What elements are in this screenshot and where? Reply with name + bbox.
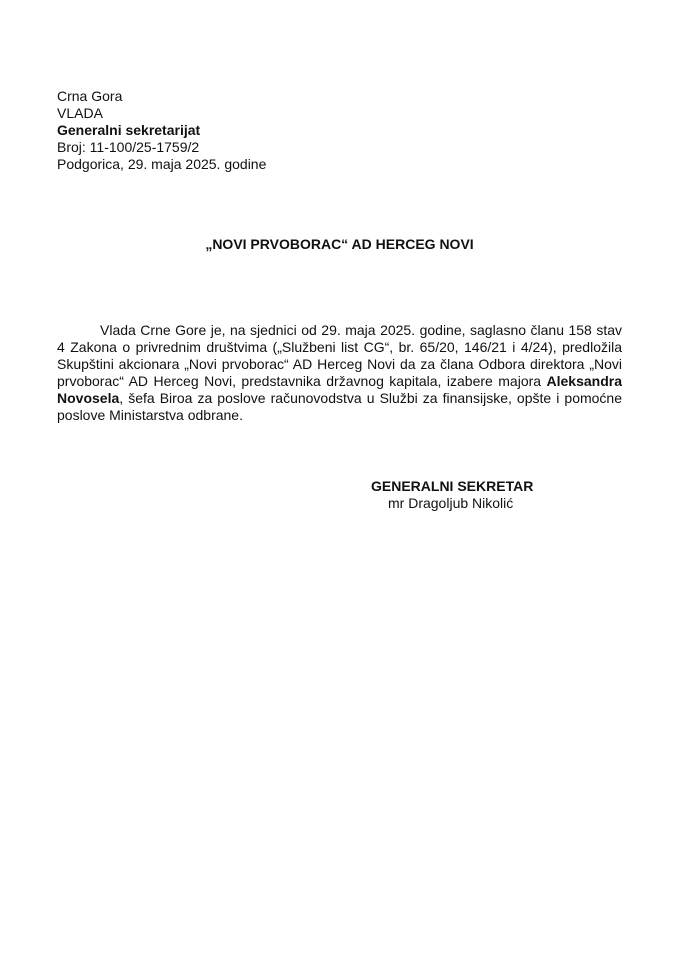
body-text: prvoborac“ AD Herceg Novi, predstavnika državnog kapitala, izabere majora: [57, 373, 547, 389]
body-line: Skupštini akcionara „Novi prvoborac“ AD Herceg Novi da za člana Odbora direktora „Novi: [57, 356, 622, 372]
body-line: poslove Ministarstva odbrane.: [57, 407, 243, 423]
institution: VLADA: [57, 105, 103, 121]
document-title: „NOVI PRVOBORAC“ AD HERCEG NOVI: [205, 236, 474, 252]
body-line: [57, 373, 622, 390]
document-header: [57, 88, 266, 173]
body-paragraph: [57, 322, 622, 424]
body-line: [57, 390, 622, 407]
department: Generalni sekretarijat: [57, 122, 201, 138]
signature-name: mr Dragoljub Nikolić: [388, 495, 514, 511]
person-first-name: Aleksandra: [546, 373, 622, 389]
signature-title: GENERALNI SEKRETAR: [371, 478, 534, 494]
body-line: 4 Zakona o privrednim društvima („Službeni list CG“, br. 65/20, 146/21 i 4/24), predložila: [57, 339, 622, 355]
body-text: , šefa Biroa za poslove računovodstva u Službi za finansijske, opšte i pomoćne: [119, 390, 622, 406]
country: Crna Gora: [57, 88, 123, 104]
place-date: Podgorica, 29. maja 2025. godine: [57, 156, 267, 172]
person-last-name: Novosela: [57, 390, 120, 406]
body-line: Vlada Crne Gore je, na sjednici od 29. maja 2025. godine, saglasno članu 158 stav: [100, 322, 622, 338]
reference-number: Broj: 11-100/25-1759/2: [57, 139, 200, 155]
